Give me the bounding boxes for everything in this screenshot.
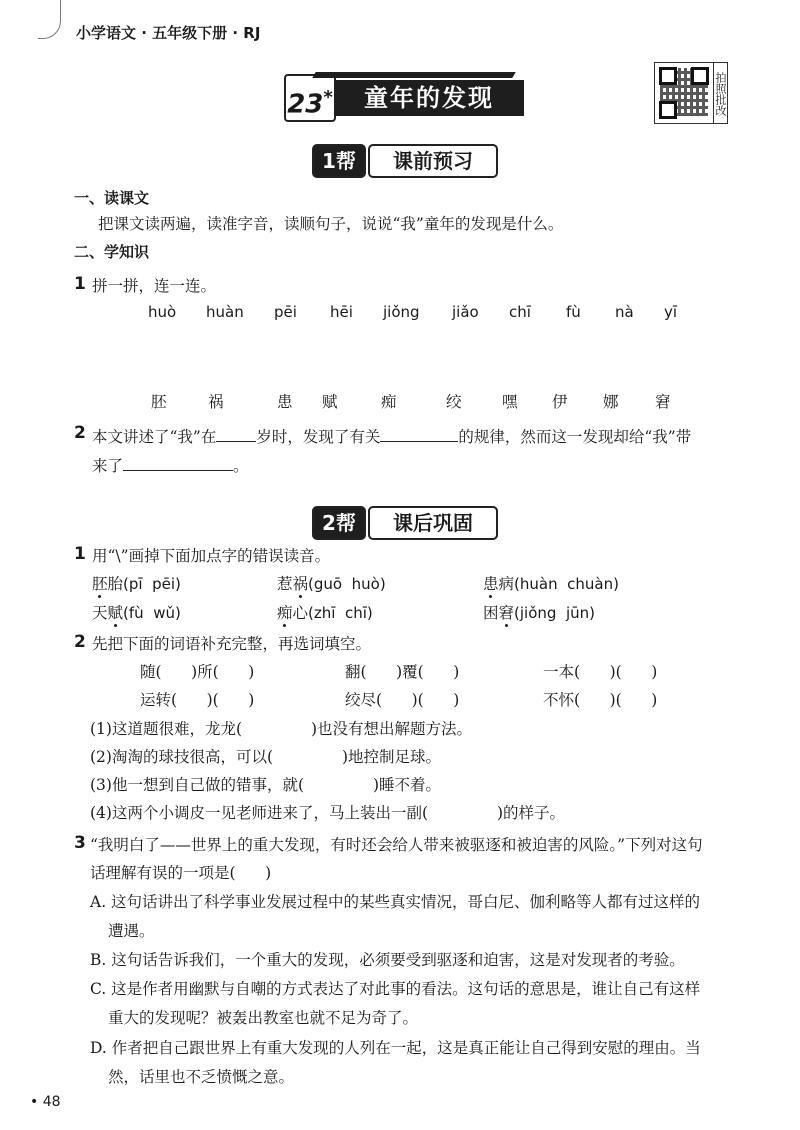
- r1-item-5-pinyin: (zhī chī): [308, 604, 373, 622]
- char-10: 窘: [655, 393, 671, 411]
- r2-number: 2: [74, 632, 86, 652]
- r1-item-4-dotted-char: 赋: [107, 604, 124, 622]
- qr-code-icon[interactable]: [654, 62, 714, 124]
- pinyin-10: yī: [664, 303, 678, 321]
- r3-option-d-line-2: 然，话里也不乏愤慨之意。: [108, 1068, 295, 1086]
- char-3: 患: [277, 393, 293, 411]
- pinyin-1: huò: [148, 303, 177, 321]
- r3-option-b: B. 这句话告诉我们，一个重大的发现，必须要受到驱逐和迫害，这是对发现者的考验。: [90, 951, 685, 969]
- page-corner-decoration: [38, 0, 61, 39]
- r1-item-3-char: 病: [498, 575, 515, 593]
- pinyin-7: chī: [509, 303, 531, 321]
- pinyin-9: nà: [615, 303, 634, 321]
- r1-item-1-pinyin: (pī pēi): [123, 575, 181, 593]
- r1-item-6-char: 困: [483, 604, 499, 622]
- r3-option-d-line-1: D. 作者把自己跟世界上有重大发现的人列在一起，这是真正能让自己得到安慰的理由。当: [90, 1039, 701, 1057]
- section-2-badge: 2帮: [312, 506, 366, 540]
- page-number: • 48: [30, 1094, 61, 1110]
- q2-text-a: 本文讲述了“我”在: [92, 428, 217, 446]
- r2-word-1: 随( )所( ): [140, 663, 255, 681]
- qr-label: 拍照批改: [712, 62, 728, 124]
- section-1-badge: 1帮: [312, 144, 366, 178]
- q1-text: 拼一拼，连一连。: [92, 277, 217, 295]
- lesson-number: [284, 74, 336, 122]
- section-1-title: 课前预习: [368, 144, 498, 178]
- char-1: 胚: [151, 393, 167, 411]
- pinyin-3: pēi: [274, 303, 297, 321]
- section-2-title: 课后巩固: [368, 506, 498, 540]
- r3-number: 3: [74, 833, 86, 853]
- char-2: 祸: [208, 393, 224, 411]
- pinyin-2: huàn: [206, 303, 244, 321]
- r2-text: 先把下面的词语补充完整，再选词填空。: [92, 635, 372, 653]
- r1-item-1-dotted-char: 胚: [92, 575, 108, 593]
- r1-item-3-dotted-char: 患: [483, 575, 499, 593]
- r1-item-6-dotted-char: 窘: [498, 604, 515, 622]
- r1-item-5-char: 心: [292, 604, 309, 622]
- r1-text: 用“\”画掉下面加点字的错误读音。: [92, 547, 331, 565]
- pinyin-4: hēi: [330, 303, 353, 321]
- pinyin-6: jiǎo: [452, 303, 479, 321]
- r3-option-a-line-2: 遭遇。: [108, 922, 155, 940]
- q2-text-d: 来了: [92, 457, 124, 475]
- part-1-heading: 一、读课文: [74, 189, 150, 207]
- r1-item-4: [92, 603, 181, 623]
- r1-item-5: [277, 603, 373, 623]
- char-5: 痴: [381, 393, 397, 411]
- r1-item-2-char: 惹: [277, 575, 293, 593]
- r2-sentence-3: (3)他一想到自己做的错事，就( )睡不着。: [90, 776, 442, 794]
- r1-item-4-char: 天: [92, 604, 108, 622]
- lesson-title: 童年的发现: [334, 80, 524, 116]
- part-2-heading: 二、学知识: [74, 243, 150, 261]
- char-4: 赋: [322, 393, 338, 411]
- lesson-number-value: 23: [287, 89, 324, 120]
- r2-word-3: 一本( )( ): [543, 663, 658, 681]
- char-9: 娜: [603, 393, 619, 411]
- r1-item-5-dotted-char: 痴: [277, 604, 293, 622]
- q2-text-e: 。: [233, 457, 249, 475]
- r1-item-2-pinyin: (guō huò): [308, 575, 386, 593]
- r1-item-6: [483, 603, 595, 623]
- r2-sentence-4: (4)这两个小调皮一见老师进来了，马上装出一副( )的样子。: [90, 804, 566, 822]
- q2-number: 2: [74, 423, 86, 443]
- r3-option-c-line-1: C. 这是作者用幽默与自嘲的方式表达了对此事的看法。这句话的意思是，谁让自己有这样: [90, 980, 701, 998]
- r2-word-6: 不怀( )( ): [543, 691, 658, 709]
- r3-stem-line-2: 话理解有误的一项是( ): [90, 864, 272, 882]
- r1-item-2: [277, 574, 386, 594]
- r2-word-2: 翻( )覆( ): [345, 663, 460, 681]
- q2-text-b: 岁时，发现了有关: [256, 428, 381, 446]
- part-1-text: 把课文读两遍，读准字音，读顺句子，说说“我”童年的发现是什么。: [98, 215, 564, 233]
- r1-item-3: [483, 574, 619, 594]
- r1-item-1: [92, 574, 181, 594]
- r2-sentence-1: (1)这道题很难，龙龙( )也没有想出解题方法。: [90, 720, 473, 738]
- r1-item-2-dotted-char: 祸: [292, 575, 309, 593]
- r1-item-1-char: 胎: [107, 575, 124, 593]
- lesson-star: *: [323, 87, 333, 108]
- pinyin-8: fù: [566, 303, 581, 321]
- running-header: 小学语文 · 五年级下册 · RJ: [76, 24, 261, 42]
- q2-text-c: 的规律，然而这一发现却给“我”带: [458, 428, 692, 446]
- r2-sentence-2: (2)淘淘的球技很高，可以( )地控制足球。: [90, 748, 442, 766]
- q2-line-1: [92, 425, 691, 447]
- q2-line-2: [92, 454, 249, 476]
- q2-blank-result[interactable]: [123, 454, 233, 471]
- r1-item-4-pinyin: (fù wǔ): [123, 604, 181, 622]
- pinyin-5: jiǒng: [383, 303, 420, 321]
- r2-word-5: 绞尽( )( ): [345, 691, 460, 709]
- r3-option-c-line-2: 重大的发现呢？被轰出教室也就不足为奇了。: [108, 1009, 419, 1027]
- q2-blank-topic[interactable]: [380, 425, 458, 442]
- r1-item-6-pinyin: (jiǒng jūn): [514, 604, 595, 622]
- r2-word-4: 运转( )( ): [140, 691, 255, 709]
- char-6: 绞: [446, 393, 462, 411]
- char-8: 伊: [552, 393, 568, 411]
- r1-item-3-pinyin: (huàn chuàn): [514, 575, 619, 593]
- q2-blank-age[interactable]: [216, 425, 256, 442]
- r3-option-a-line-1: A. 这句话讲出了科学事业发展过程中的某些真实情况，哥白尼、伽利略等人都有过这样的: [90, 893, 701, 911]
- r1-number: 1: [74, 544, 86, 564]
- char-7: 嘿: [502, 393, 518, 411]
- q1-number: 1: [74, 274, 86, 294]
- r3-stem-line-1: “我明白了——世界上的重大发现，有时还会给人带来被驱逐和被迫害的风险。”下列对这句: [90, 836, 703, 854]
